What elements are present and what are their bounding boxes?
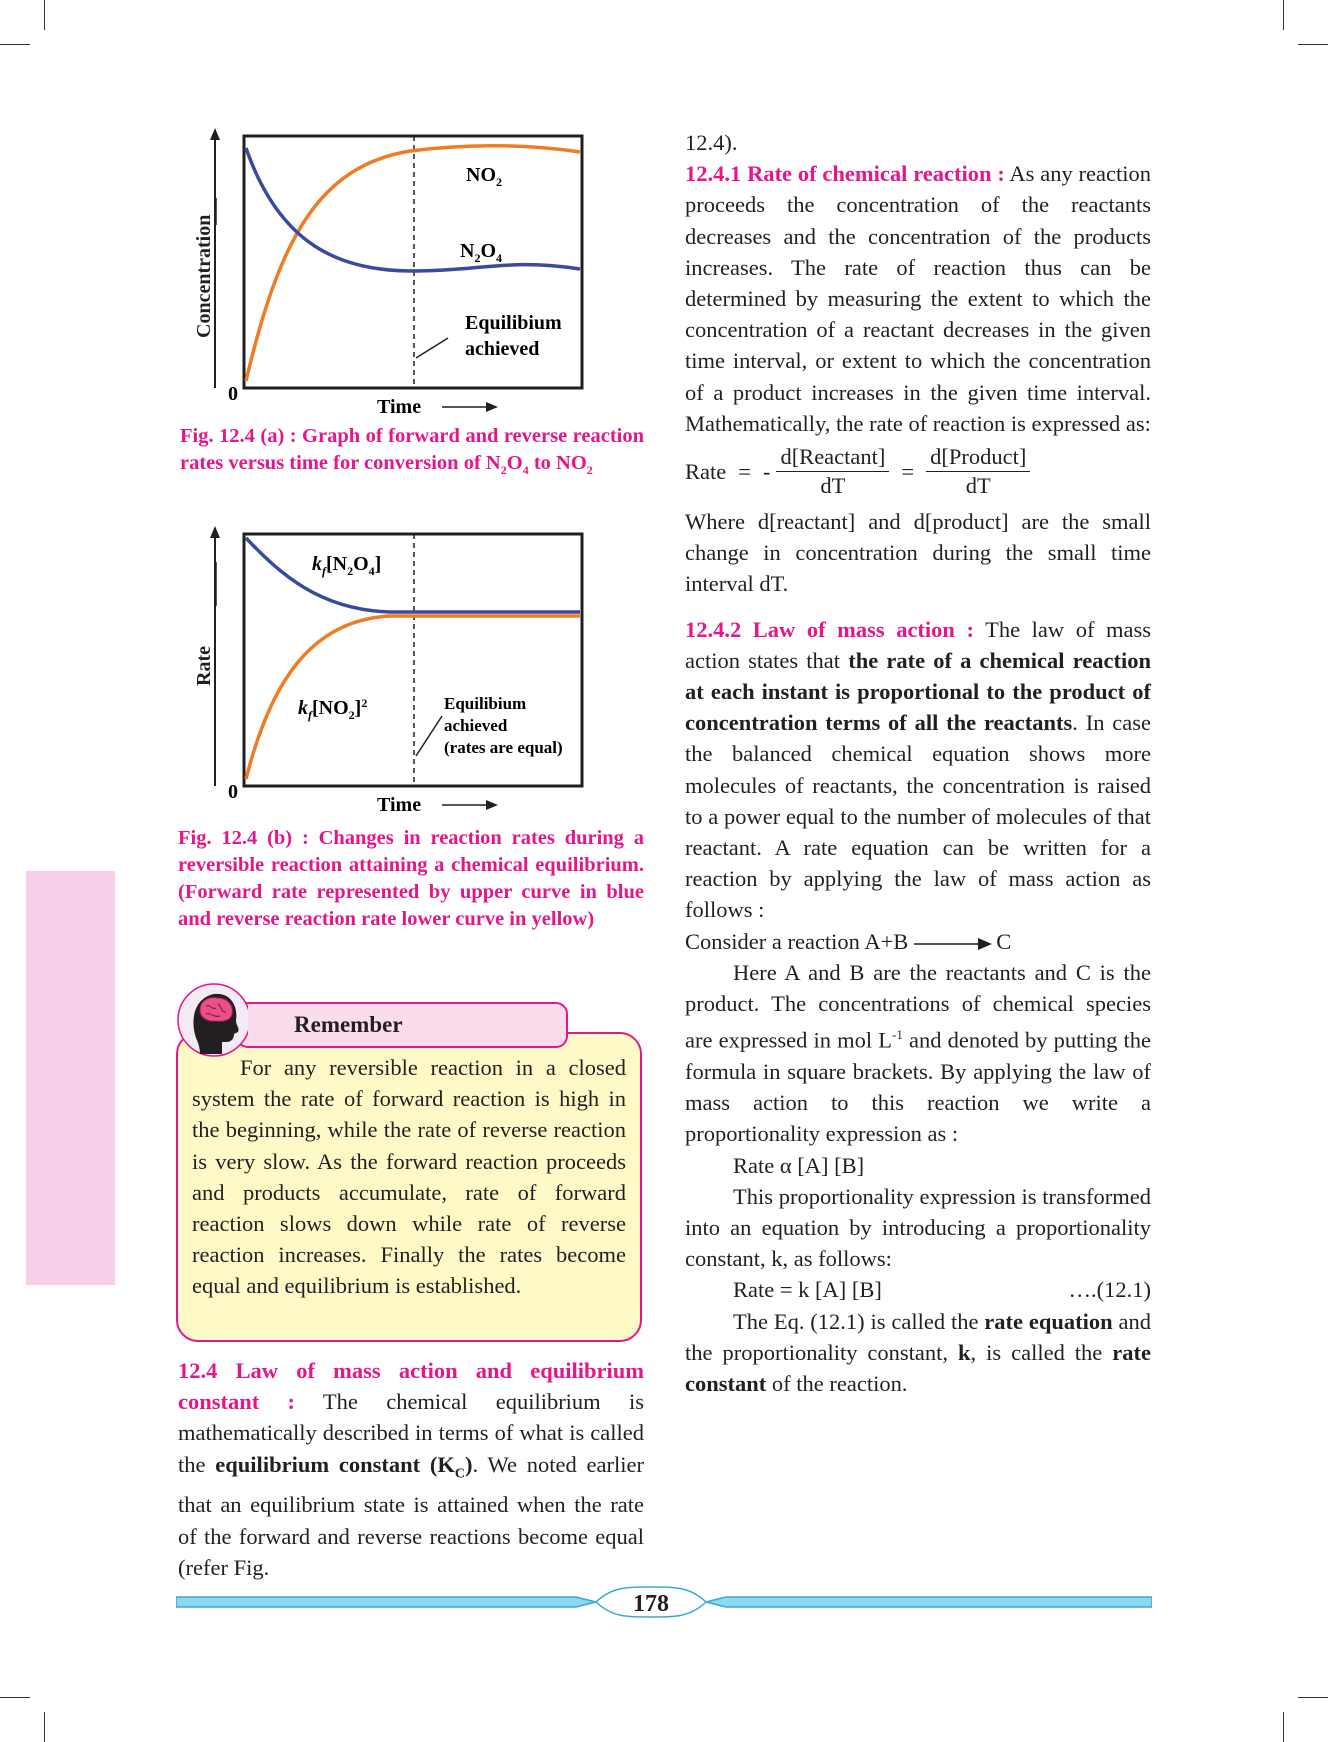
margin-strip: [26, 871, 115, 1285]
annotation-line3: (rates are equal): [444, 738, 563, 757]
section-12-4-1-paragraph: 12.4.1 Rate of chemical reaction : As any reaction proceeds the concentration of the reactants decreases and the concentration of the products increases. The rate of reaction thus can be determined by measuring the extent to which the concentration of a reactant decreases in the given time interval, or extent to which the concentration of a product increases in the given time interval. Mathematically, the rate of reaction is expressed as:: [685, 161, 1151, 436]
crop-mark: [44, 1712, 45, 1742]
annotation-pointer: [416, 716, 442, 756]
figure-b: [180, 524, 600, 819]
no2-label: $NO_2$: [466, 164, 502, 189]
section-12-4-paragraph: 12.4 Law of mass action and equilibrium constant : The chemical equilibrium is mathematically described in terms of what is called the equilibrium constant $(K_C)$. We noted earlier that an equilibrium state is attained when the rate of the forward and reverse reactions become equal (refer Fig.: [178, 1358, 645, 1580]
annotation-line2: achieved: [465, 338, 540, 360]
x-axis-arrow: [486, 402, 498, 412]
rate-equation: Rate = - $\frac{\text{d[Reactant]}}{dT}$ = $\frac{\text{d[Product]}}{dT}$: [685, 443, 1151, 500]
forward-rate-curve: [246, 538, 580, 612]
footer-bar: [176, 1584, 1152, 1620]
section-12-4-2-heading: 12.4.2 Law of mass action :: [685, 616, 974, 642]
final-text: The Eq. (12.1) is called the rate equation and the proportionality constant, k, is called the rate constant of the reaction.: [685, 1308, 1151, 1397]
reactant-fraction: $\frac{\text{d[Reactant]}}{dT}$: [776, 443, 889, 500]
reaction-arrow-icon: [914, 937, 994, 951]
this-text: This proportionality expression is transformed into an equation by introducing a proportionality constant, k, as follows:: [685, 1183, 1151, 1272]
section-12-4-1-heading: 12.4.1 Rate of chemical reaction :: [685, 161, 1005, 187]
remember-text: For any reversible reaction in a closed system the rate of forward reaction is high in the beginning, while the rate of reverse reaction is very slow. As the forward reaction proceeds and products accumulate, rate of forward reaction slows down while rate of reverse reaction increases. Finally the rates become equal and equilibrium is established.: [192, 1055, 626, 1299]
forward-rate-label: $k_f[N_2O_4]$: [312, 553, 382, 578]
svg-text:Concentration: [193, 215, 215, 338]
n2o4-label: $N_2O_4$: [460, 240, 503, 265]
y-axis-arrow: [210, 128, 220, 140]
x-axis-label: Time: [377, 794, 422, 816]
crop-mark: [44, 0, 45, 30]
x-axis-arrow: [486, 800, 498, 810]
where-text: Where d[reactant] and d[product] are the small change in concentration during the small time interval dT.: [685, 509, 1151, 597]
figure-a-caption: Fig. 12.4 (a) : Graph of forward and reverse reaction rates versus time for conversion of $N_2O_4$ to $NO_2$: [180, 425, 644, 478]
section-12-4-2-paragraph: 12.4.2 Law of mass action : The law of mass action states that the rate of a chemical reaction at each instant is proportional to the product of concentration terms of all the reactants. In case the balanced chemical equation shows more molecules of reactants, the concentration is raised to a power equal to the number of molecules of that reactant. A rate equation can be written for a reaction by applying the law of mass action as follows :: [685, 616, 1152, 923]
origin-label: 0: [228, 781, 238, 803]
n2o4-curve: [246, 148, 580, 271]
remember-content: [176, 1032, 642, 1342]
crop-mark: [0, 44, 30, 45]
y-axis-label: Rate: [193, 646, 215, 686]
figure-b-caption: Fig. 12.4 (b) : Changes in reaction rates during a reversible reaction attaining a chemical equilibrium. (Forward rate represented by upper curve in blue and reverse reaction rate lower curve in yellow): [178, 827, 644, 930]
y-axis-label: Concentration: [193, 214, 215, 338]
figure-b-graph: [180, 524, 600, 819]
section-12-4: [178, 1355, 644, 1583]
svg-text:Rate: [193, 646, 215, 686]
figure-a: [180, 126, 600, 421]
crop-mark: [0, 1697, 30, 1698]
reverse-rate-label: $k_f[NO_2]^2$: [298, 696, 368, 722]
remember-title: Remember: [236, 1002, 568, 1048]
crop-mark: [1298, 44, 1328, 45]
right-column: [685, 127, 1151, 1399]
continuation-text: 12.4).: [685, 130, 738, 155]
remember-box: [176, 978, 646, 1344]
page-number: 178: [633, 1591, 669, 1617]
here-text: Here A and B are the reactants and C is the product. The concentrations of chemical species are expressed in mol $L^{-1}$ and denoted by putting the formula in square brackets. By applying the law of mass action to this reaction we write a proportionality expression as :: [685, 959, 1151, 1147]
product-fraction: $\frac{\text{d[Product]}}{dT}$: [926, 443, 1030, 500]
x-axis-label: Time: [377, 396, 422, 418]
rate-equation-line: Rate = k [A] [B] ….(12.1): [733, 1277, 1151, 1303]
consider-reaction: Consider a reaction A+B C: [685, 928, 1012, 954]
crop-mark: [1283, 0, 1284, 30]
page-footer: [176, 1584, 1152, 1620]
brain-head-icon: [176, 980, 248, 1060]
annotation-line1: Equilibium: [444, 694, 527, 713]
crop-mark: [1283, 1712, 1284, 1742]
annotation-line1: Equilibium: [465, 312, 562, 334]
y-axis-arrow: [210, 526, 220, 538]
annotation-pointer: [416, 338, 448, 358]
origin-label: 0: [228, 383, 238, 405]
section-12-4-heading: 12.4 Law of mass action and equilibrium constant :: [178, 1358, 644, 1415]
proportionality-expression: Rate α [A] [B]: [733, 1152, 865, 1178]
annotation-line2: achieved: [444, 716, 508, 735]
crop-mark: [1298, 1697, 1328, 1698]
figure-a-graph: [180, 126, 600, 421]
